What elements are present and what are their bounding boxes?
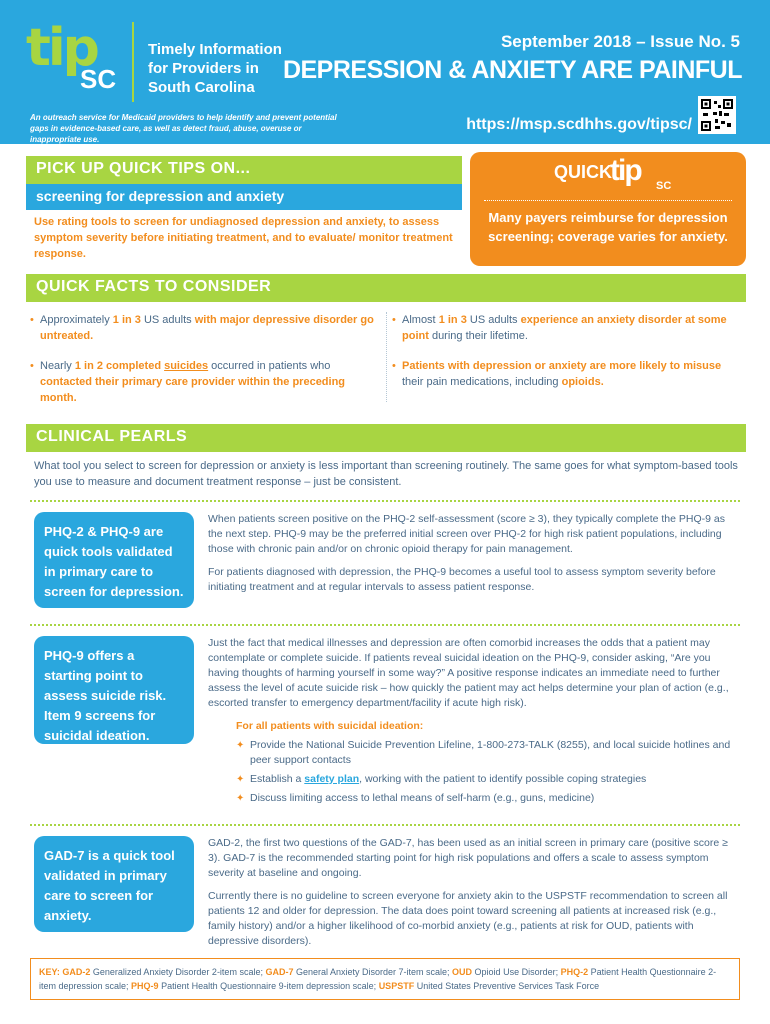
logo-tagline: Timely Information for Providers in South Carolina xyxy=(148,41,282,96)
outreach-description: An outreach service for Medicaid providers to help identify and prevent potential gaps in evidence-based care, as well as detect fraud, abuse, overuse or inappropriate use. xyxy=(30,113,337,144)
fact-item: • Approximately 1 in 3 US adults with major depressive disorder go untreated. xyxy=(30,312,380,344)
quick-tip-callout xyxy=(470,152,746,266)
quick-tip-label: QUICK xyxy=(554,162,612,182)
pearl-text-suicide xyxy=(208,636,738,806)
paragraph: Currently there is no guideline to screen everyone for anxiety akin to the USPSTF recommendation to screen all patients 12 and older for depression. The data does point toward screening all patients at increased risk (e.g., family history) and/or a higher likelihood of co-morbid anxiety (e.g., patients at risk for OUD, patients with depressive disorders). xyxy=(208,890,728,947)
pearl-text-gad xyxy=(208,836,738,957)
tipsc-logo xyxy=(26,18,126,108)
pearl-callout-gad: GAD-7 is a quick tool validated in primary care to screen for anxiety. xyxy=(34,836,194,932)
website-link[interactable]: https://msp.scdhhs.gov/tipsc/ xyxy=(466,116,692,133)
paragraph: Just the fact that medical illnesses and depression are often comorbid increases the odds that a patient may contemplate or complete suicide. If patients reveal suicidal ideation on the PHQ-9, consider asking, “Are you having thoughts of harming yourself in some way?” A positive response indicates an immediate need to further assess the level of acute suicide risk – how quickly the patient may act helps determine your plan of action (e.g., escorted transfer to emergency department/facility if acute high risk). xyxy=(208,637,729,709)
logo-sc-text: SC xyxy=(80,64,117,94)
suicides-link[interactable]: suicides xyxy=(164,360,209,372)
safety-plan-link[interactable]: safety plan xyxy=(304,773,360,785)
paragraph: For patients diagnosed with depression, the PHQ-9 becomes a useful tool to assess symptom severity before initiating treatment and at regular intervals to assess patient response. xyxy=(208,566,716,593)
divider xyxy=(30,824,740,826)
column-divider xyxy=(386,312,387,402)
section-title-facts: QUICK FACTS TO CONSIDER xyxy=(26,274,746,302)
pearl-callout-phq: PHQ-2 & PHQ-9 are quick tools validated in primary care to screen for depression. xyxy=(34,512,194,608)
logo-tip-text: tip xyxy=(26,18,97,78)
divider xyxy=(30,500,740,502)
fact-item: • Almost 1 in 3 US adults experience an anxiety disorder at some point during their lifetime. xyxy=(392,312,742,344)
list-item: ✦ Establish a safety plan, working with the patient to identify possible coping strategies xyxy=(236,772,738,787)
quick-tip-logo-tip: tip xyxy=(610,154,641,187)
section-subtitle-pickup: screening for depression and anxiety xyxy=(26,184,462,210)
section-title-pearls: CLINICAL PEARLS xyxy=(26,424,746,452)
abbreviation-key: KEY: GAD-2 Generalized Anxiety Disorder 2-item scale; GAD-7 General Anxiety Disorder 7-item scale; OUD Opioid Use Disorder; PHQ-2 Patient Health Questionnaire 2-item depression scale; PHQ-9 Patient Health Questionnaire 9-item depression scale; USPSTF United States Preventive Services Task Force xyxy=(30,958,740,1000)
paragraph: GAD-2, the first two questions of the GAD-7, has been used as an initial screen in primary care (positive score ≥ 3). GAD-7 is the recommended starting point for high risk populations and offers a scale to assess symptom severity at baseline and ongoing. xyxy=(208,837,728,879)
pearls-intro: What tool you select to screen for depression or anxiety is less important than screening routinely. The same goes for what symptom-based tools you use to measure and document treatment response – just be consistent. xyxy=(34,460,738,488)
paragraph: When patients screen positive on the PHQ-2 self-assessment (score ≥ 3), they typically complete the PHQ-9 as the next step. PHQ-9 may be the preferred initial screen over PHQ-2 for high risk patient populations, including those with chronic pain and/or on chronic opioid therapy for pain management. xyxy=(208,513,725,555)
fact-item: • Patients with depression or anxiety are more likely to misuse their pain medications, including opioids. xyxy=(392,358,742,390)
pickup-text: Use rating tools to screen for undiagnosed depression and anxiety, to assess symptom severity before initiating treatment, and to evaluate/ monitor treatment response. xyxy=(34,216,453,260)
section-title-pickup: PICK UP QUICK TIPS ON... xyxy=(26,156,462,184)
pearl-text-phq xyxy=(208,512,738,603)
list-item: ✦ Provide the National Suicide Prevention Lifeline, 1-800-273-TALK (8255), and local suicide hotlines and peer support contacts xyxy=(236,738,738,768)
pearl-callout-suicide: PHQ-9 offers a starting point to assess suicide risk. Item 9 screens for suicidal ideation. xyxy=(34,636,194,744)
subheading: For all patients with suicidal ideation: xyxy=(236,720,424,732)
divider xyxy=(484,200,732,201)
quick-tip-text: Many payers reimburse for depression screening; coverage varies for anxiety. xyxy=(488,210,728,244)
header xyxy=(0,0,770,144)
divider xyxy=(30,624,740,626)
logo-divider xyxy=(132,22,134,102)
fact-item: • Nearly 1 in 2 completed suicides occurred in patients who contacted their primary care provider within the preceding month. xyxy=(30,358,380,406)
list-item: ✦ Discuss limiting access to lethal means of self-harm (e.g., guns, medicine) xyxy=(236,791,738,806)
issue-date: September 2018 – Issue No. 5 xyxy=(500,32,740,51)
page-title: DEPRESSION & ANXIETY ARE PAINFUL xyxy=(282,56,742,84)
quick-tip-logo-sc: SC xyxy=(656,180,672,192)
qr-code-icon xyxy=(698,96,736,134)
